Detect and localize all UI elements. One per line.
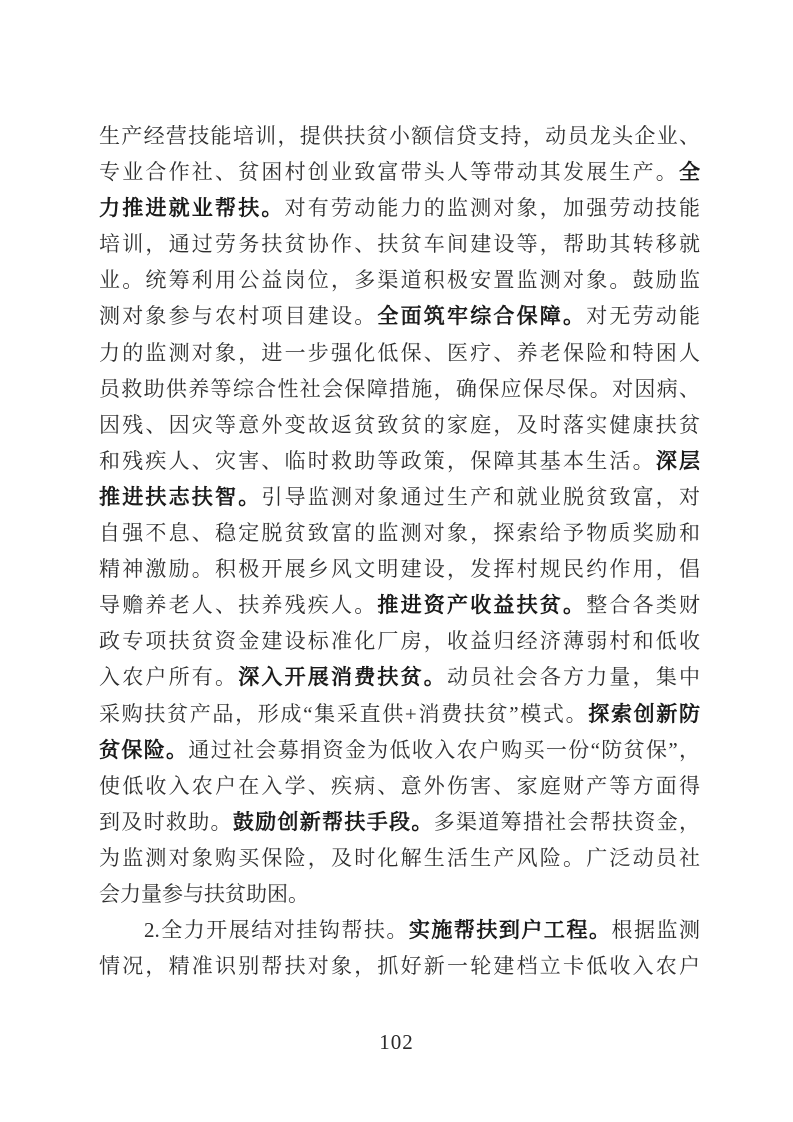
text-line [99, 443, 700, 479]
body-text: 导赡养老人、扶养残疾人。 [99, 593, 378, 618]
body-text: 测对象参与农村项目建设。 [99, 304, 378, 329]
body-text: 动员社会各方力量，集中 [447, 665, 701, 690]
body-text: 因残、因灾等意外变故返贫致贫的家庭，及时落实健康扶贫 [99, 412, 700, 437]
emphasis-text: 贫保险。 [99, 737, 189, 762]
text-line [99, 912, 700, 948]
emphasis-text: 推进扶志扶智。 [99, 484, 262, 509]
body-text: 对有劳动能力的监测对象，加强劳动技能 [284, 196, 701, 221]
text-line [99, 154, 700, 190]
emphasis-text: 力推进就业帮扶。 [99, 196, 285, 221]
emphasis-text: 实施帮扶到户工程。 [408, 918, 612, 943]
text-line [99, 226, 700, 262]
emphasis-text: 探索创新防 [588, 701, 701, 726]
text-line [99, 768, 700, 804]
text-line [99, 876, 700, 912]
text-line [99, 732, 700, 768]
text-line [99, 407, 700, 443]
body-text: 和残疾人、灾害、临时救助等政策，保障其基本生活。 [99, 448, 656, 473]
text-line [99, 587, 700, 623]
text-line [99, 840, 700, 876]
text-line [99, 515, 700, 551]
body-text: 入农户所有。 [99, 665, 239, 690]
text-line [99, 298, 700, 334]
body-text: 采购扶贫产品，形成“集采直供+消费扶贫”模式。 [99, 701, 589, 726]
text-line [99, 948, 700, 984]
text-line [99, 696, 700, 732]
text-line [99, 623, 700, 659]
emphasis-text: 推进资产收益扶贫。 [377, 593, 587, 618]
emphasis-text: 全 [679, 160, 700, 185]
body-text: 使低收入农户在入学、疾病、意外伤害、家庭财产等方面得 [99, 773, 700, 798]
body-text: 培训，通过劳务扶贫协作、扶贫车间建设等，帮助其转移就 [99, 232, 700, 257]
emphasis-text: 深入开展消费扶贫。 [238, 665, 448, 690]
body-text: 员救助供养等综合性社会保障措施，确保应保尽保。对因病、 [99, 376, 700, 401]
emphasis-text: 鼓励创新帮扶手段。 [232, 809, 434, 834]
body-text: 情况，精准识别帮扶对象，抓好新一轮建档立卡低收入农户 [99, 954, 700, 979]
emphasis-text: 深层 [655, 448, 701, 473]
text-line [99, 118, 700, 154]
document-body [99, 118, 700, 984]
body-text: 对无劳动能 [586, 304, 701, 329]
text-line [99, 551, 700, 587]
body-text: 自强不息、稳定脱贫致富的监测对象，探索给予物质奖励和 [99, 521, 700, 546]
body-text: 会力量参与扶贫助困。 [99, 881, 309, 906]
text-line [99, 371, 700, 407]
body-text: 整合各类财 [586, 593, 701, 618]
text-line [99, 659, 700, 695]
body-text: 生产经营技能培训，提供扶贫小额信贷支持，动员龙头企业、 [99, 124, 700, 148]
page-number: 102 [379, 1030, 414, 1054]
text-line [99, 479, 700, 515]
body-text: 2.全力开展结对挂钩帮扶。 [144, 918, 409, 943]
body-text: 政专项扶贫资金建设标准化厂房，收益归经济薄弱村和低收 [99, 629, 700, 654]
body-text: 通过社会募捐资金为低收入农户购买一份“防贫保”， [188, 737, 701, 762]
body-text: 根据监测 [611, 918, 700, 943]
body-text: 为监测对象购买保险，及时化解生活生产风险。广泛动员社 [99, 845, 700, 870]
body-text: 精神激励。积极开展乡风文明建设，发挥村规民约作用，倡 [99, 557, 700, 582]
body-text: 多渠道筹措社会帮扶资金， [433, 809, 701, 834]
text-line [99, 262, 700, 298]
body-text: 到及时救助。 [99, 809, 233, 834]
body-text: 力的监测对象，进一步强化低保、医疗、养老保险和特困人 [99, 340, 700, 365]
text-line [99, 804, 700, 840]
text-line [99, 335, 700, 371]
text-line [99, 190, 700, 226]
body-text: 专业合作社、贫困村创业致富带头人等带动其发展生产。 [99, 160, 679, 185]
body-text: 引导监测对象通过生产和就业脱贫致富，对 [261, 484, 701, 509]
emphasis-text: 全面筑牢综合保障。 [377, 304, 587, 329]
body-text: 业。统筹利用公益岗位，多渠道积极安置监测对象。鼓励监 [99, 268, 700, 293]
